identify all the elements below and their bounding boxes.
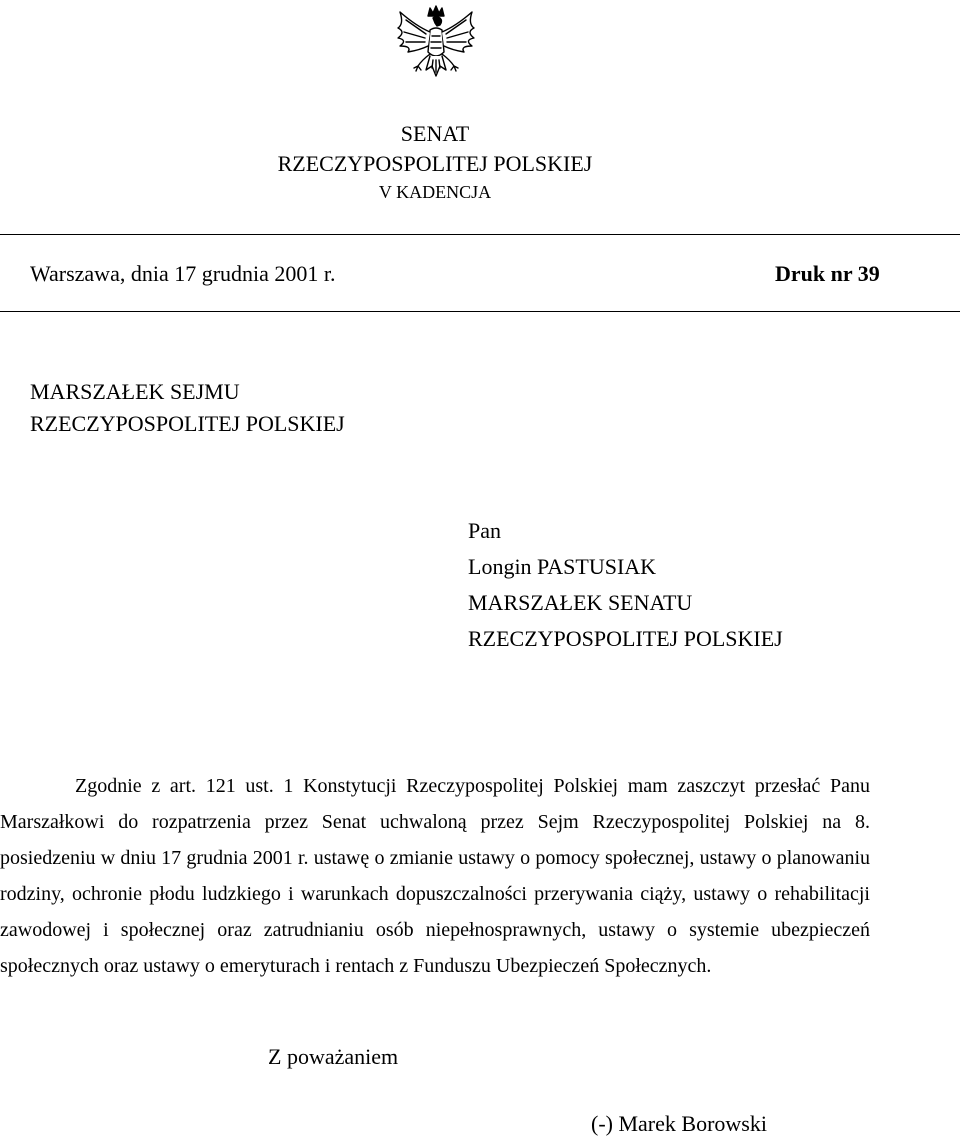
signature: (-) Marek Borowski: [591, 1111, 767, 1136]
print-number: Druk nr 39: [775, 261, 880, 286]
header-term: V KADENCJA: [378, 182, 492, 202]
header-divider-bottom: [0, 311, 960, 312]
recipient-salutation: Pan: [468, 518, 501, 543]
document-date: Warszawa, dnia 17 grudnia 2001 r.: [30, 261, 336, 286]
recipient-country: RZECZYPOSPOLITEJ POLSKIEJ: [468, 626, 783, 651]
recipient-title: MARSZAŁEK SENATU: [468, 590, 693, 615]
sender-line-2: RZECZYPOSPOLITEJ POLSKIEJ: [30, 411, 345, 436]
closing-regards: Z poważaniem: [268, 1044, 399, 1069]
header-country: RZECZYPOSPOLITEJ POLSKIEJ: [277, 151, 593, 176]
header-divider-top: [0, 234, 960, 235]
sender-line-1: MARSZAŁEK SEJMU: [30, 379, 240, 404]
recipient-name: Longin PASTUSIAK: [468, 554, 657, 579]
recipient-block: [468, 513, 783, 657]
header-institution: SENAT: [400, 121, 470, 146]
letter-body: Zgodnie z art. 121 ust. 1 Konstytucji Rzeczypospolitej Polskiej mam zaszczyt przesłać Panu Marszałkowi do rozpatrzenia przez Senat uchwaloną przez Sejm Rzeczypospolitej Polskiej na 8. posiedzeniu w dniu 17 grudnia 2001 r. ustawę o zmianie ustawy o pomocy społecznej, ustawy o planowaniu rodziny, ochronie płodu ludzkiego i warunkach dopuszczalności przerywania ciąży, ustawy o rehabilitacji zawodowej i społecznej oraz zatrudnianiu osób niepełnosprawnych, ustawy o systemie ubezpieczeń społecznych oraz ustawy o emeryturach i rentach z Funduszu Ubezpieczeń Społecznych.: [0, 775, 870, 977]
polish-eagle-emblem-icon: [388, 2, 484, 98]
